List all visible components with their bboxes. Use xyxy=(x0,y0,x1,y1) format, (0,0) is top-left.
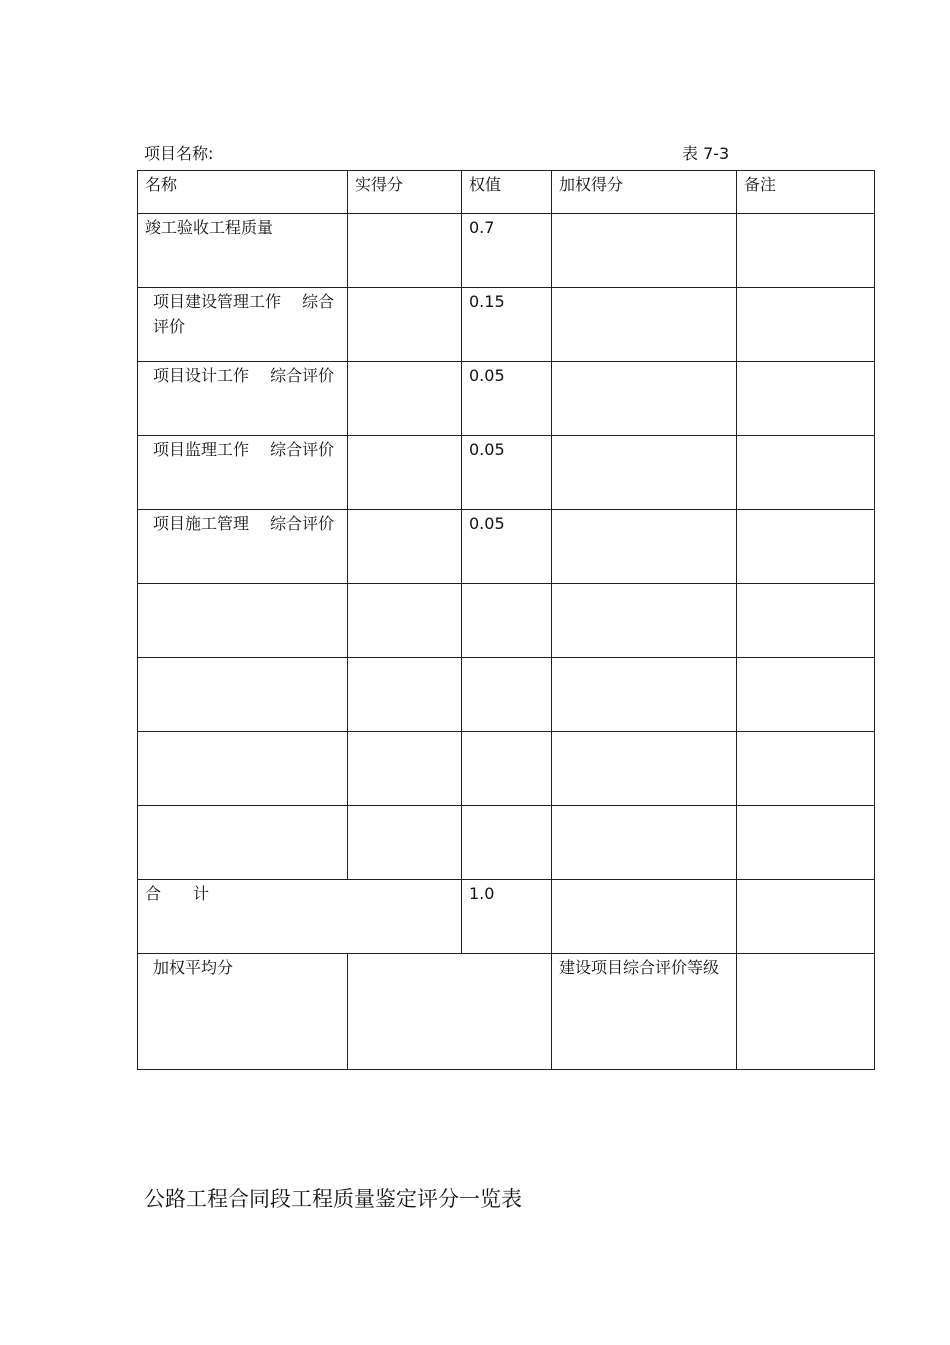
row-weighted-cell xyxy=(552,658,737,732)
row-note-cell xyxy=(737,732,875,806)
total-label-cell: 合 计 xyxy=(138,880,462,954)
row-weighted-cell xyxy=(552,806,737,880)
table-row xyxy=(138,436,875,510)
row-weight-cell: 0.05 xyxy=(462,436,552,510)
weighted-average-value-cell xyxy=(348,954,552,1070)
column-header-weight: 权值 xyxy=(462,171,552,214)
row-note-cell xyxy=(737,658,875,732)
row-score-cell xyxy=(348,806,462,880)
total-row xyxy=(138,880,875,954)
table-row xyxy=(138,288,875,362)
row-name-cell xyxy=(138,658,348,732)
table-row xyxy=(138,510,875,584)
row-weight-cell: 0.7 xyxy=(462,214,552,288)
weighted-average-label-cell: 加权平均分 xyxy=(138,954,348,1070)
row-weighted-cell xyxy=(552,362,737,436)
column-header-name: 名称 xyxy=(138,171,348,214)
row-weighted-cell xyxy=(552,436,737,510)
row-score-cell xyxy=(348,288,462,362)
row-weight-cell xyxy=(462,806,552,880)
column-header-score: 实得分 xyxy=(348,171,462,214)
row-note-cell xyxy=(737,436,875,510)
table-header-row xyxy=(138,171,875,214)
row-note-cell xyxy=(737,510,875,584)
total-weighted-cell xyxy=(552,880,737,954)
row-note-cell xyxy=(737,362,875,436)
row-name-cell xyxy=(138,584,348,658)
row-score-cell xyxy=(348,658,462,732)
row-weighted-cell xyxy=(552,584,737,658)
row-name-cell: 竣工验收工程质量 xyxy=(138,214,348,288)
row-weight-cell xyxy=(462,732,552,806)
row-weight-cell: 0.05 xyxy=(462,362,552,436)
row-weight-cell xyxy=(462,584,552,658)
row-weighted-cell xyxy=(552,214,737,288)
table-row xyxy=(138,214,875,288)
table-row xyxy=(138,584,875,658)
row-weight-cell xyxy=(462,658,552,732)
document-title: 公路工程合同段工程质量鉴定评分一览表 xyxy=(144,1187,522,1211)
project-name-label: 项目名称: xyxy=(144,144,214,163)
row-name-cell xyxy=(138,732,348,806)
row-note-cell xyxy=(737,214,875,288)
table-row xyxy=(138,806,875,880)
summary-row xyxy=(138,954,875,1070)
row-weighted-cell xyxy=(552,510,737,584)
row-name-cell: 项目建设管理工作 综合评价 xyxy=(138,288,348,362)
row-score-cell xyxy=(348,732,462,806)
row-score-cell xyxy=(348,362,462,436)
column-header-weighted-score: 加权得分 xyxy=(552,171,737,214)
evaluation-table xyxy=(137,170,875,1070)
row-name-cell xyxy=(138,806,348,880)
row-score-cell xyxy=(348,436,462,510)
row-weight-cell: 0.05 xyxy=(462,510,552,584)
table-row xyxy=(138,658,875,732)
column-header-note: 备注 xyxy=(737,171,875,214)
row-score-cell xyxy=(348,214,462,288)
overall-grade-value-cell xyxy=(737,954,875,1070)
row-note-cell xyxy=(737,806,875,880)
row-weighted-cell xyxy=(552,288,737,362)
table-number: 表 7-3 xyxy=(682,144,730,163)
row-note-cell xyxy=(737,584,875,658)
row-weight-cell: 0.15 xyxy=(462,288,552,362)
row-name-cell: 项目监理工作 综合评价 xyxy=(138,436,348,510)
row-note-cell xyxy=(737,288,875,362)
row-weighted-cell xyxy=(552,732,737,806)
row-name-cell: 项目施工管理 综合评价 xyxy=(138,510,348,584)
total-note-cell xyxy=(737,880,875,954)
table-row xyxy=(138,732,875,806)
table-row xyxy=(138,362,875,436)
row-score-cell xyxy=(348,510,462,584)
row-name-cell: 项目设计工作 综合评价 xyxy=(138,362,348,436)
total-weight-cell: 1.0 xyxy=(462,880,552,954)
row-score-cell xyxy=(348,584,462,658)
overall-grade-label-cell: 建设项目综合评价等级 xyxy=(552,954,737,1070)
